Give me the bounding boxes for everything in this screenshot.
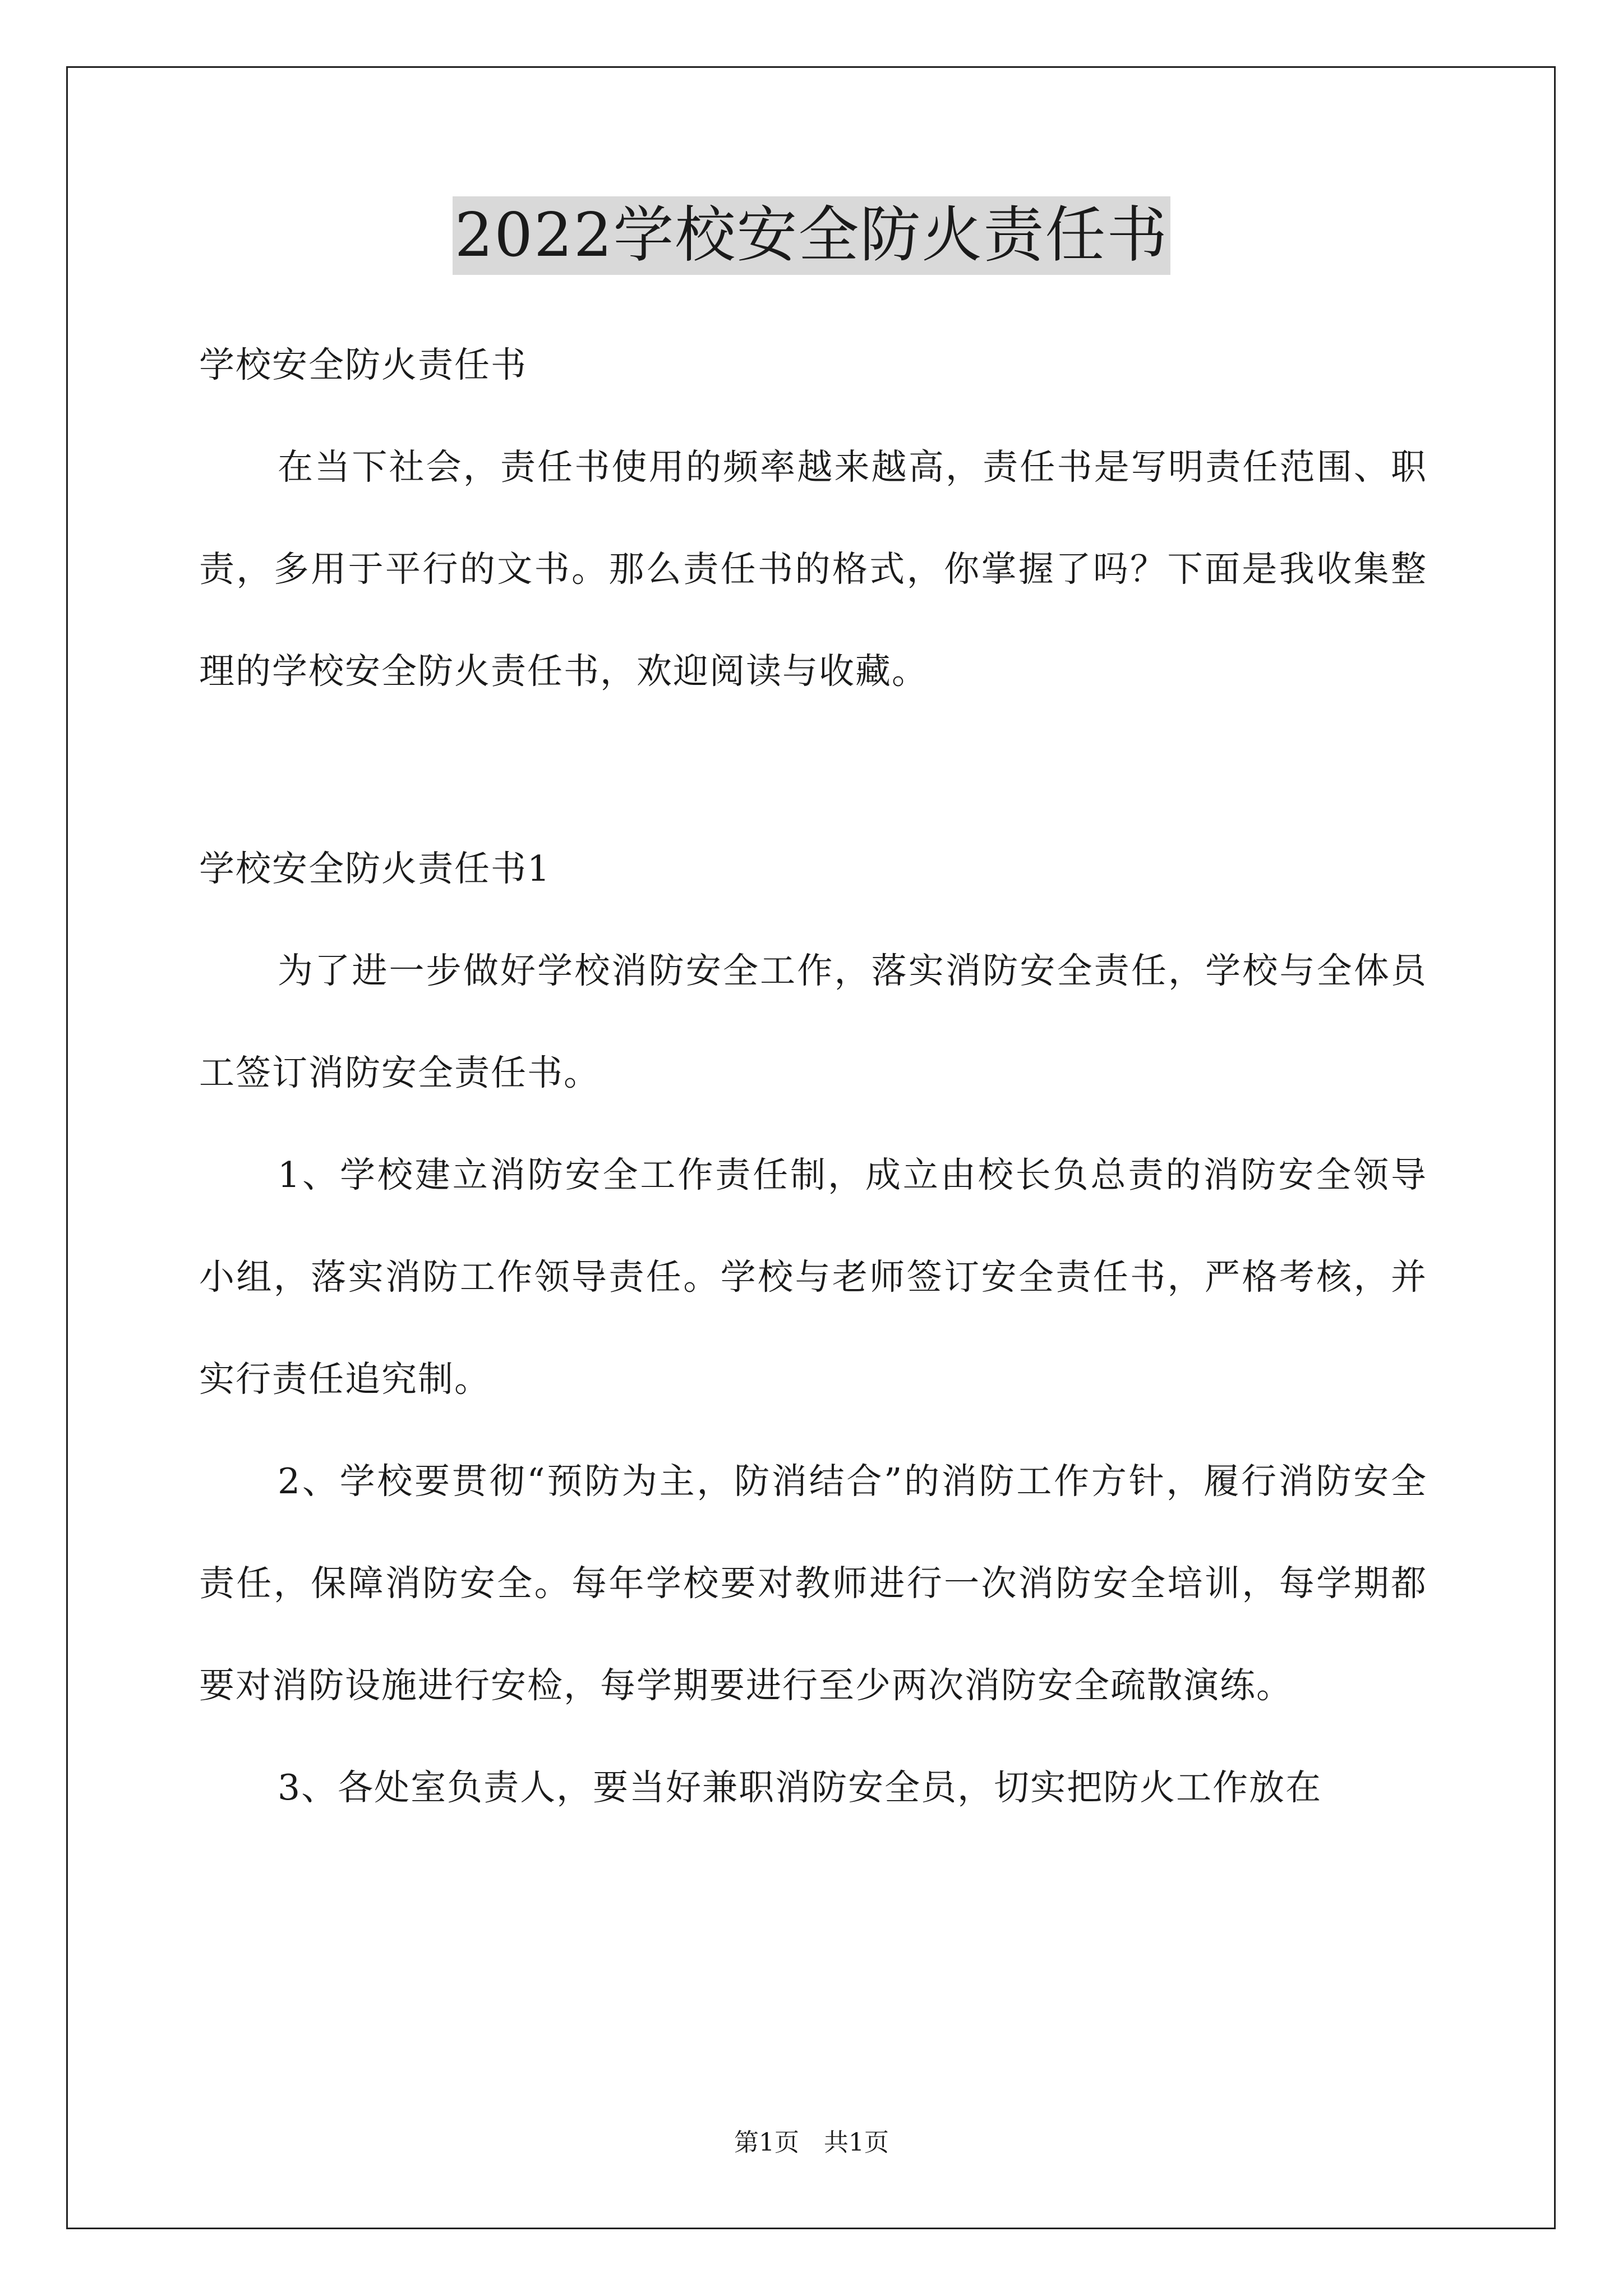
paragraph: 在当下社会，责任书使用的频率越来越高，责任书是写明责任范围、职责，多用于平行的文书。那么责任书的格式，你掌握了吗？下面是我收集整理的学校安全防火责任书，欢迎阅读与收藏。 (199, 447, 1427, 692)
paragraph-spacer (199, 723, 1427, 818)
title-container (0, 196, 1623, 275)
paragraph: 3、各处室负责人，要当好兼职消防安全员，切实把防火工作放在 (278, 1767, 1322, 1808)
paragraph: 2、学校要贯彻“预防为主，防消结合”的消防工作方针，履行消防安全责任，保障消防安全。每年学校要对教师进行一次消防安全培训，每学期都要对消防设施进行安检，每学期要进行至少两次消防安全疏散演练。 (199, 1461, 1427, 1706)
paragraph: 为了进一步做好学校消防安全工作，落实消防安全责任，学校与全体员工签订消防安全责任书。 (199, 950, 1427, 1093)
document-title: 2022学校安全防火责任书 (453, 196, 1171, 275)
page-footer: 第1页 共1页 (734, 2128, 889, 2157)
paragraph: 学校安全防火责任书 (199, 344, 527, 385)
paragraph: 学校安全防火责任书1 (199, 848, 551, 889)
document-body (199, 314, 1427, 1839)
paragraph: 1、学校建立消防安全工作责任制，成立由校长负总责的消防安全领导小组，落实消防工作领导责任。学校与老师签订安全责任书，严格考核，并实行责任追究制。 (199, 1154, 1427, 1400)
